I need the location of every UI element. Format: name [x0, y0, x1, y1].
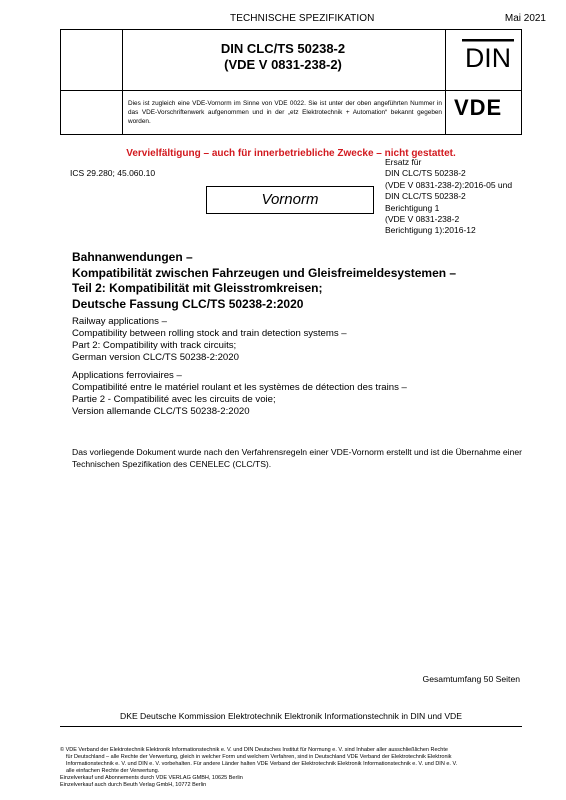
footer-line: für Deutschland – alle Rechte der Verwertung, gleich in welcher Form und welchem Verfahren, sind in Deutschland VDE Verband der Elektrotechnik Elektronik: [66, 754, 452, 761]
standard-number-block: [126, 41, 440, 73]
title-en-line: German version CLC/TS 50238-2:2020: [72, 352, 239, 364]
publication-date: Mai 2021: [504, 13, 546, 24]
vde-note: Dies ist zugleich eine VDE-Vornorm im Sinne von VDE 0022. Sie ist unter der oben angeführten Nummer in das VDE-Vorschriftenwerk aufgenommen und in der „etz Elektrotechnik + Automation“ bekannt gegeben worden.: [128, 100, 442, 125]
replacement-line: DIN CLC/TS 50238-2: [385, 168, 466, 179]
intro-paragraph: Das vorliegende Dokument wurde nach den Verfahrensregeln einer VDE-Vornorm erstellt und ist die Übernahme einer Technischen Spezifikation des CENELEC (CLC/TS).: [72, 447, 522, 470]
replacement-line: Berichtigung 1: [385, 202, 440, 213]
standard-number: DIN CLC/TS 50238-2: [220, 41, 346, 56]
replacement-line: DIN CLC/TS 50238-2: [385, 191, 466, 202]
title-german: [72, 250, 522, 312]
ics-code: ICS 29.280; 45.060.10: [70, 168, 156, 178]
title-fr-line: Compatibilité entre le matériel roulant et les systèmes de détection des trains –: [72, 382, 407, 394]
dke-line: DKE Deutsche Kommission Elektrotechnik Elektronik Informationstechnik in DIN und VDE: [120, 711, 462, 721]
footer-line: Informationstechnik e. V. und DIN e. V. vorbehalten. Für andere Länder halten VDE Verband der Elektrotechnik Elektronik Informationstechnik e. V. und DIN e. V.: [66, 761, 458, 768]
dke-separator: [60, 726, 522, 727]
status-label: Vornorm: [261, 191, 319, 208]
footer-line: © VDE Verband der Elektrotechnik Elektronik Informationstechnik e. V. und DIN Deutsches Institut für Normung e. V. sind Inhaber aller ausschließlichen Rechte: [60, 747, 448, 753]
footer-line: Einzelverkauf auch durch Beuth Verlag GmbH, 10772 Berlin: [60, 782, 207, 789]
vde-number: (VDE V 0831-238-2): [224, 57, 342, 72]
frame-bottom-line: [60, 134, 522, 135]
title-fr-line: Version allemande CLC/TS 50238-2:2020: [72, 406, 250, 418]
copy-warning: Vervielfältigung – auch für innerbetriebliche Zwecke – nicht gestattet.: [126, 148, 456, 159]
replacement-line: Berichtigung 1):2016-12: [385, 225, 476, 236]
din-logo: [458, 36, 518, 74]
frame-middle-line: [60, 90, 522, 91]
title-de-line: Bahnanwendungen –: [72, 250, 193, 264]
title-de-line: Kompatibilität zwischen Fahrzeugen und Gleisfreimeldesystemen –: [72, 265, 457, 280]
copyright-footer: [60, 747, 530, 790]
title-de-line: Deutsche Fassung CLC/TS 50238-2:2020: [72, 296, 304, 311]
footer-line: alle einfachen Rechte der Verwertung.: [66, 768, 160, 775]
title-de-line: Teil 2: Kompatibilität mit Gleisstromkreisen;: [72, 281, 323, 295]
frame-left-line: [60, 29, 61, 135]
title-en-line: Railway applications –: [72, 316, 167, 327]
document-type: TECHNISCHE SPEZIFIKATION: [230, 13, 375, 24]
vde-logo: VDE: [454, 95, 503, 120]
title-en-line: Part 2: Compatibility with track circuits;: [72, 340, 237, 352]
frame-inner-left-line: [122, 29, 123, 135]
total-pages: Gesamtumfang 50 Seiten: [422, 674, 520, 684]
status-box: [206, 186, 374, 214]
title-french: [72, 370, 522, 418]
replacement-line: (VDE V 0831-238-2: [385, 214, 460, 225]
title-en-line: Compatibility between rolling stock and train detection systems –: [72, 328, 347, 340]
title-english: [72, 316, 522, 364]
replacement-info: [385, 157, 512, 237]
replacement-line: Ersatz für: [385, 157, 422, 167]
frame-inner-right-line: [445, 29, 446, 135]
replacement-line: (VDE V 0831-238-2):2016-05 und: [385, 179, 513, 190]
din-logo-text: DIN: [465, 43, 511, 73]
frame-right-line: [521, 29, 522, 135]
title-fr-line: Partie 2 - Compatibilité avec les circuits de voie;: [72, 394, 276, 406]
frame-top-line: [60, 29, 522, 30]
footer-line: Einzelverkauf und Abonnements durch VDE VERLAG GMBH, 10625 Berlin: [60, 775, 243, 782]
title-fr-line: Applications ferroviaires –: [72, 370, 182, 381]
